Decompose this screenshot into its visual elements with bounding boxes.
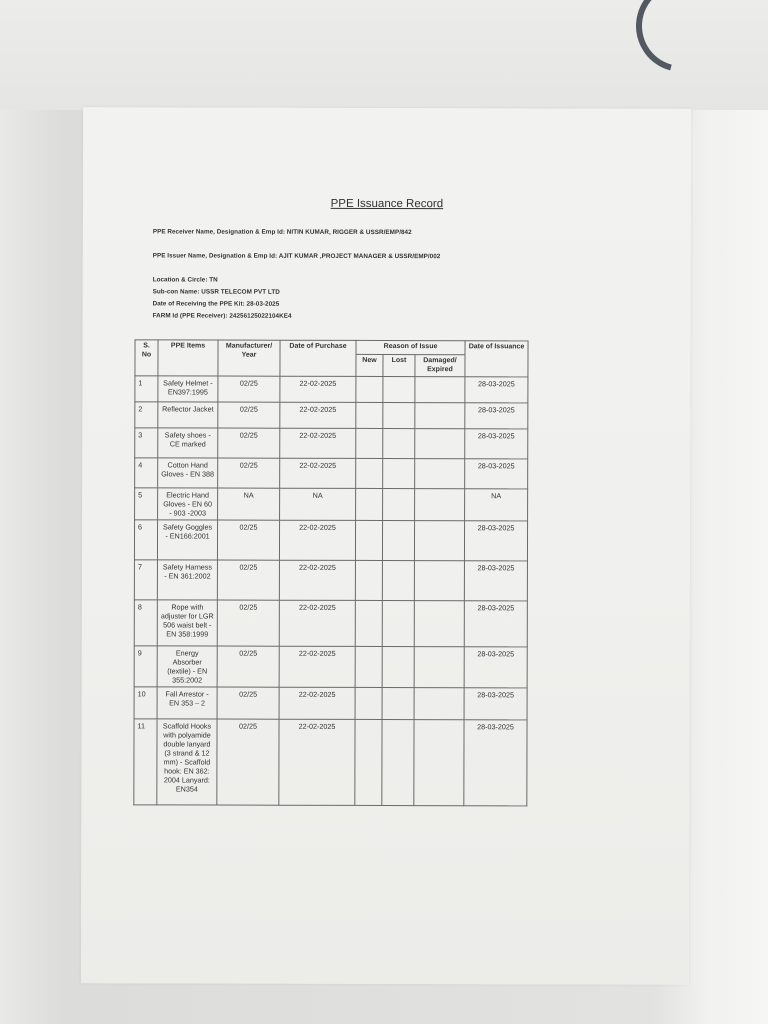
row-date-of-issuance: 28-03-2025: [464, 561, 527, 601]
header-ppe-items: PPE Items: [158, 340, 218, 376]
row-sn: 4: [135, 458, 158, 488]
row-new: [356, 429, 383, 459]
row-ppe-item: Fall Arrestor - EN 353 – 2: [157, 687, 217, 719]
row-ppe-item: Safety Goggles - EN166:2001: [157, 520, 217, 560]
row-date-of-purchase: 22-02-2025: [280, 402, 356, 428]
row-manufacturer-year: 02/25: [218, 428, 280, 458]
row-lost: [383, 429, 415, 459]
row-ppe-item: Safety shoes - CE marked: [158, 428, 218, 458]
row-sn: 11: [134, 719, 157, 805]
header-manufacturer-year: Manufacturer/ Year: [218, 340, 280, 376]
row-manufacturer-year: 02/25: [218, 458, 280, 488]
row-new: [356, 377, 383, 403]
row-damaged-expired: [415, 489, 465, 521]
row-new: [356, 489, 383, 521]
row-date-of-purchase: 22-02-2025: [280, 376, 356, 402]
row-new: [355, 561, 382, 601]
row-manufacturer-year: 02/25: [217, 719, 279, 805]
header-lost: Lost: [383, 354, 415, 377]
row-lost: [382, 688, 414, 720]
row-lost: [382, 561, 414, 601]
row-date-of-issuance: 28-03-2025: [464, 601, 527, 647]
row-new: [356, 403, 383, 429]
row-lost: [383, 489, 415, 521]
row-new: [355, 647, 382, 688]
row-date-of-issuance: NA: [465, 489, 528, 521]
row-date-of-purchase: 22-02-2025: [279, 600, 355, 646]
row-ppe-item: Safety Harness - EN 361:2002: [157, 560, 217, 600]
table-row: [134, 600, 527, 647]
row-lost: [383, 377, 415, 403]
row-lost: [382, 647, 414, 688]
row-sn: 9: [134, 646, 157, 687]
row-date-of-purchase: 22-02-2025: [279, 646, 355, 687]
row-new: [355, 720, 382, 806]
row-date-of-purchase: 22-02-2025: [280, 458, 356, 488]
issuer-line: PPE Issuer Name, Designation & Emp Id: AJIT KUMAR ,PROJECT MANAGER & USSR/EMP/002: [152, 252, 441, 261]
table-row: [134, 687, 527, 720]
row-new: [356, 459, 383, 489]
paper-document: [81, 107, 691, 985]
table-row: [134, 520, 527, 561]
row-lost: [383, 403, 415, 429]
row-date-of-purchase: 22-02-2025: [279, 719, 355, 805]
table-row: [135, 376, 528, 403]
row-manufacturer-year: 02/25: [217, 600, 279, 646]
table-row: [135, 402, 528, 429]
row-damaged-expired: [415, 429, 465, 459]
row-date-of-purchase: 22-02-2025: [279, 520, 355, 560]
row-manufacturer-year: 02/25: [217, 646, 279, 687]
row-sn: 6: [134, 520, 157, 560]
table-row: [135, 488, 528, 521]
table-row: [135, 458, 528, 489]
header-date-of-issuance: Date of Issuance: [465, 341, 528, 377]
row-ppe-item: Safety Helmet - EN397:1995: [158, 376, 218, 402]
ppe-table-body: [134, 376, 528, 806]
row-manufacturer-year: 02/25: [218, 402, 280, 428]
row-damaged-expired: [414, 647, 464, 688]
receiver-line: PPE Receiver Name, Designation & Emp Id: NITIN KUMAR, RIGGER & USSR/EMP/842: [152, 228, 412, 237]
row-date-of-issuance: 28-03-2025: [465, 403, 528, 429]
row-ppe-item: Reflector Jacket: [158, 402, 218, 428]
row-date-of-issuance: 28-03-2025: [465, 459, 528, 489]
row-damaged-expired: [414, 521, 464, 561]
row-sn: 5: [135, 488, 158, 520]
row-damaged-expired: [414, 561, 464, 601]
row-damaged-expired: [415, 459, 465, 489]
row-sn: 2: [135, 402, 158, 428]
row-new: [355, 601, 382, 647]
subcon-line: Sub-con Name: USSR TELECOM PVT LTD: [152, 288, 280, 296]
row-date-of-issuance: 28-03-2025: [464, 521, 527, 561]
row-damaged-expired: [414, 601, 464, 647]
row-lost: [382, 720, 414, 806]
farm-id-line: FARM Id (PPE Receiver): 24256125022104KE4: [152, 312, 292, 320]
table-row: [134, 719, 527, 806]
document-title: PPE Issuance Record: [330, 197, 444, 211]
header-damaged-expired: Damaged/ Expired: [415, 354, 465, 377]
row-date-of-issuance: 28-03-2025: [464, 720, 527, 806]
row-damaged-expired: [414, 688, 464, 720]
header-reason-of-issue: Reason of Issue: [356, 340, 465, 354]
table-row: [134, 646, 527, 688]
row-date-of-issuance: 28-03-2025: [465, 377, 528, 403]
row-damaged-expired: [415, 403, 465, 429]
row-date-of-issuance: 28-03-2025: [465, 429, 528, 459]
row-sn: 7: [134, 560, 157, 600]
row-damaged-expired: [415, 377, 465, 403]
table-row: [135, 428, 528, 459]
row-sn: 10: [134, 687, 157, 719]
row-ppe-item: Cotton Hand Gloves - EN 388: [158, 458, 218, 488]
row-date-of-purchase: 22-02-2025: [279, 560, 355, 600]
row-damaged-expired: [414, 720, 464, 806]
row-new: [355, 688, 382, 720]
row-manufacturer-year: 02/25: [217, 687, 279, 719]
row-manufacturer-year: NA: [218, 488, 280, 520]
header-date-of-purchase: Date of Purchase: [280, 340, 356, 376]
row-date-of-purchase: 22-02-2025: [279, 687, 355, 719]
row-sn: 3: [135, 428, 158, 458]
table-row: [134, 560, 527, 601]
row-date-of-purchase: NA: [280, 488, 356, 520]
ppe-table: [133, 339, 528, 806]
header-sn: S. No: [135, 340, 158, 376]
row-ppe-item: Scaffold Hooks with polyamide double lanyard (3 strand & 12 mm) - Scaffold hook: EN 362: 2004 Lanyard: EN354: [157, 719, 217, 805]
row-ppe-item: Energy Absorber (textile) - EN 355:2002: [157, 646, 217, 687]
row-manufacturer-year: 02/25: [217, 560, 279, 600]
row-lost: [382, 521, 414, 561]
row-lost: [383, 459, 415, 489]
row-sn: 1: [135, 376, 158, 402]
row-lost: [382, 601, 414, 647]
row-manufacturer-year: 02/25: [217, 520, 279, 560]
row-sn: 8: [134, 600, 157, 646]
location-line: Location & Circle: TN: [152, 276, 218, 284]
row-new: [355, 521, 382, 561]
receiving-date-line: Date of Receiving the PPE Kit: 28-03-2025: [152, 300, 280, 308]
row-manufacturer-year: 02/25: [218, 376, 280, 402]
row-date-of-issuance: 28-03-2025: [464, 688, 527, 720]
row-ppe-item: Rope with adjuster for LGR 506 waist belt - EN 358:1999: [157, 600, 217, 646]
row-date-of-purchase: 22-02-2025: [280, 428, 356, 458]
row-ppe-item: Electric Hand Gloves - EN 60 - 903 -2003: [158, 488, 218, 520]
row-date-of-issuance: 28-03-2025: [464, 647, 527, 688]
header-new: New: [356, 354, 383, 377]
